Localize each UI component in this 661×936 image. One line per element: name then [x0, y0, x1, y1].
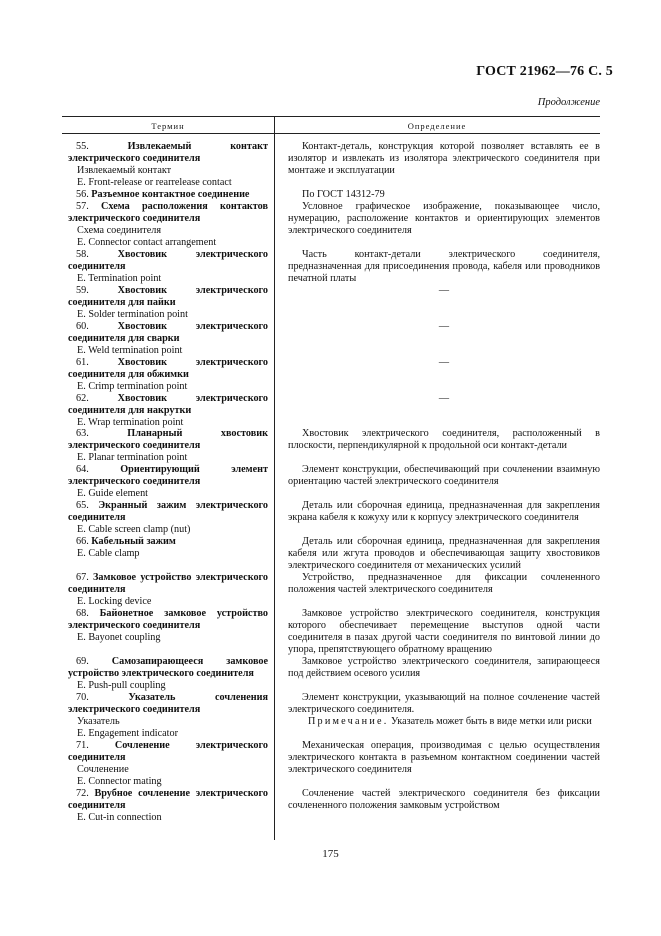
definition-66: Деталь или сборочная единица, предназначенная для закрепления кабеля или жгута проводов и обеспечивающая защиту хвостовиков электрического соединителя от механических усилий [288, 536, 600, 571]
term-number: 72. [76, 788, 89, 799]
term-entry [68, 357, 268, 393]
term-entry [68, 393, 268, 429]
term-number: 65. [76, 500, 89, 511]
term-entry [68, 656, 268, 692]
short-term: Указатель [77, 715, 120, 727]
english-equivalent: E. Weld termination point [77, 344, 183, 356]
definition-69: Замковое устройство электрического соединителя, запирающееся под действием осевого усилия [288, 656, 600, 679]
definition-60: — [438, 321, 450, 332]
term-title [68, 740, 268, 764]
definition-57: Условное графическое изображение, показывающее число, нумерацию, расположение контактов и ориентирующих элементов электрического соединителя [288, 201, 600, 236]
terms-table [62, 116, 600, 840]
term-name: Хвостовик электрического соединителя для сварки [68, 321, 268, 344]
term-number: 67. [76, 572, 89, 583]
definition-65: Деталь или сборочная единица, предназначенная для закрепления экрана кабеля к кожуху или к корпусу электрического соединителя [288, 500, 600, 523]
continued-label: Продолжение [537, 97, 600, 108]
definition-55: Контакт-деталь, конструкция которой позволяет вставлять ее в изолятор и извлекать из изолятора электрического соединителя при монтаже и эксплуатации [288, 141, 600, 176]
term-name: Кабельный зажим [91, 536, 176, 547]
term-entry [68, 321, 268, 357]
english-equivalent: E. Wrap termination point [77, 416, 184, 428]
term-entry [68, 464, 268, 500]
term-number: 69. [76, 656, 89, 667]
term-name: Указатель сочленения электрического соединителя [68, 692, 268, 715]
term-number: 56. [76, 189, 89, 200]
english-equivalent: E. Connector contact arrangement [77, 236, 217, 248]
term-title [68, 321, 268, 345]
term-title [68, 692, 268, 716]
term-name: Ориентирующий элемент электрического соединителя [68, 464, 268, 487]
term-title [68, 393, 268, 417]
english-equivalent: E. Bayonet coupling [77, 631, 161, 643]
english-equivalent: E. Cable clamp [77, 547, 140, 559]
term-number: 59. [76, 285, 89, 296]
term-title [68, 656, 268, 680]
term-name: Сочленение электрического соединителя [68, 740, 268, 763]
short-term: Сочленение [77, 763, 129, 775]
term-number: 63. [76, 428, 89, 439]
english-equivalent: E. Termination point [77, 272, 162, 284]
term-number: 61. [76, 357, 89, 368]
term-title [68, 536, 268, 548]
term-entry [68, 788, 268, 824]
term-entry [68, 536, 268, 560]
definition-56: По ГОСТ 14312-79 [302, 189, 385, 200]
term-entry [68, 249, 268, 285]
term-entry [68, 201, 268, 249]
term-number: 58. [76, 249, 89, 260]
term-entry [68, 500, 268, 536]
term-entry [68, 740, 268, 788]
note-70 [288, 716, 600, 728]
english-equivalent: E. Front-release or rearrelease contact [77, 176, 232, 188]
english-equivalent: E. Planar termination point [77, 451, 188, 463]
definition-59: — [438, 285, 450, 296]
term-name: Байонетное замковое устройство электрического соединителя [68, 608, 268, 631]
definition-58: Часть контакт-детали электрического соединителя, предназначенная для присоединения провода, кабеля или проводников печатной платы [288, 249, 600, 284]
term-name: Замковое устройство электрического соединителя [68, 572, 269, 595]
term-title [68, 500, 268, 524]
term-name: Планарный хвостовик электрического соединителя [68, 428, 268, 451]
term-entry [68, 189, 268, 201]
english-equivalent: E. Engagement indicator [77, 727, 178, 739]
term-name: Разъемное контактное соединение [91, 189, 250, 200]
definition-71: Механическая операция, производимая с целью осуществления электрического контакта в разъемном контактном соединении частей электрического соединителя [288, 740, 600, 775]
page-number: 175 [322, 848, 339, 860]
term-number: 55. [76, 141, 89, 152]
column-header-definition: Определение [407, 121, 467, 131]
term-entry [68, 428, 268, 464]
term-name: Хвостовик электрического соединителя для обжимки [68, 357, 268, 380]
term-number: 68. [76, 608, 89, 619]
term-name: Хвостовик электрического соединителя для накрутки [68, 393, 268, 416]
definition-68: Замковое устройство электрического соединителя, конструкция которого обеспечивает перемещение выступов одной части соединителя в пазах другой части соединителя по винтовой линии до упора, препятствующего обратному вращению [288, 608, 600, 655]
term-entry [68, 572, 268, 608]
term-number: 57. [76, 201, 89, 212]
definition-61: — [438, 357, 450, 368]
term-entry [68, 608, 268, 644]
term-number: 71. [76, 740, 89, 751]
english-equivalent: E. Cut-in connection [77, 811, 162, 823]
english-equivalent: E. Guide element [77, 487, 149, 499]
column-divider [274, 117, 275, 840]
document-header: ГОСТ 21962—76 С. 5 [476, 64, 613, 79]
english-equivalent: E. Connector mating [77, 775, 162, 787]
term-title [68, 285, 268, 309]
term-title [68, 572, 268, 596]
english-equivalent: E. Crimp termination point [77, 380, 188, 392]
english-equivalent: E. Cable screen clamp (nut) [77, 523, 191, 535]
term-number: 62. [76, 393, 89, 404]
term-name: Хвостовик электрического соединителя [68, 249, 268, 272]
term-title [68, 608, 268, 632]
term-number: 66. [76, 536, 89, 547]
term-title [68, 357, 268, 381]
english-equivalent: E. Solder termination point [77, 308, 188, 320]
definition-64: Элемент конструкции, обеспечивающий при сочленении взаимную ориентацию частей электрического соединителя [288, 464, 600, 487]
term-entry [68, 692, 268, 740]
term-title [68, 788, 268, 812]
term-entry [68, 285, 268, 321]
term-number: 60. [76, 321, 89, 332]
note-label: Примечание. [308, 716, 389, 727]
term-title [68, 428, 268, 452]
term-title [68, 249, 268, 273]
term-title [68, 464, 268, 488]
term-number: 70. [76, 692, 89, 703]
term-name: Врубное сочленение электрического соединителя [68, 788, 268, 811]
english-equivalent: E. Push-pull coupling [77, 679, 166, 691]
definition-70: Элемент конструкции, указывающий на полное сочленение частей электрического соединителя. [288, 692, 600, 715]
column-header-term: Термин [151, 121, 185, 131]
english-equivalent: E. Locking device [77, 595, 152, 607]
term-entry [68, 141, 268, 189]
term-title [68, 201, 268, 225]
term-name: Экранный зажим электрического соединителя [68, 500, 269, 523]
short-term: Извлекаемый контакт [77, 164, 172, 176]
term-name: Схема расположения контактов электрического соединителя [68, 201, 268, 224]
term-title [68, 189, 268, 201]
definition-67: Устройство, предназначенное для фиксации сочлененного положения частей электрического соединителя [288, 572, 600, 595]
term-name: Хвостовик электрического соединителя для пайки [68, 285, 268, 308]
short-term: Схема соединителя [77, 224, 162, 236]
definition-72: Сочленение частей электрического соединителя без фиксации сочлененного положения замковым устройством [288, 788, 600, 811]
table-header [62, 117, 600, 134]
term-number: 64. [76, 464, 89, 475]
term-name: Извлекаемый контакт электрического соединителя [68, 141, 268, 164]
definition-63: Хвостовик электрического соединителя, расположенный в плоскости, перпендикулярной к продольной оси контакт-детали [288, 428, 600, 451]
term-title [68, 141, 268, 165]
definition-62: — [438, 393, 450, 404]
term-name: Самозапирающееся замковое устройство электрического соединителя [68, 656, 268, 679]
note-text: Указатель может быть в виде метки или риски [390, 716, 592, 727]
